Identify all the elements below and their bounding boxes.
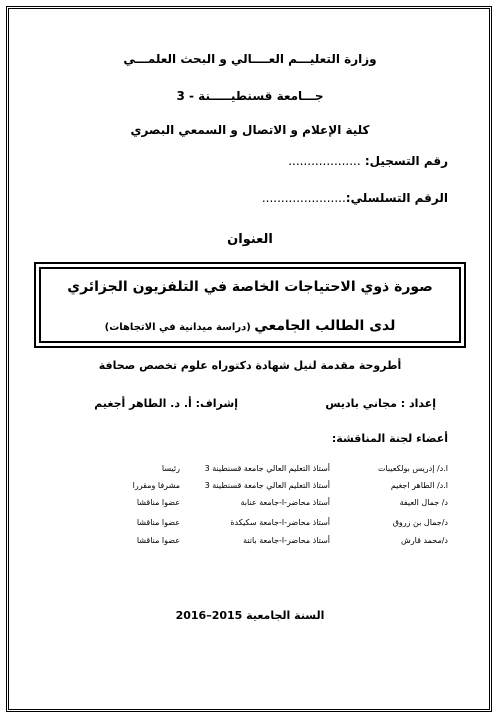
academic-year: السنة الجامعية 2015–2016: [175, 609, 325, 622]
registration-field: [288, 154, 448, 168]
committee-member: [0, 481, 500, 495]
member-role: مشرفا ومقررا: [132, 481, 180, 490]
registration-value: ...................: [288, 154, 361, 168]
member-name: ا.د/ إدريس بولكعيبات: [377, 464, 448, 473]
member-name: د/جمال بن زروق: [392, 518, 448, 527]
university-name: جـــامعة قسنطيـــــنة - 3: [176, 89, 324, 103]
committee-member: [0, 464, 500, 478]
member-role: عضوا مناقشا: [136, 536, 180, 545]
member-rank: أستاذ التعليم العالي جامعة قسنطينة 3: [204, 464, 330, 473]
member-role: عضوا مناقشا: [136, 498, 180, 507]
member-rank: أستاذ محاضر-ا-جامعة سكيكدة: [230, 518, 330, 527]
committee-member: [0, 498, 500, 512]
member-rank: أستاذ محاضر-ا-جامعة باتنة: [243, 536, 330, 545]
thesis-title-line2-sub: (دراسة ميدانية في الاتجاهات): [104, 322, 255, 333]
member-name: د/محمد قارش: [401, 536, 448, 545]
faculty-name: كلية الإعلام و الاتصال و السمعي البصري: [130, 123, 370, 137]
member-name: د/ جمال العيفة: [399, 498, 448, 507]
serial-value: ......................: [261, 191, 346, 205]
serial-label: الرقم التسلسلي:: [345, 191, 448, 205]
thesis-title-line2-main: لدى الطالب الجامعي: [254, 318, 396, 334]
thesis-description: أطروحة مقدمة لنيل شهادة دكتوراه علوم تخصص صحافة: [98, 359, 402, 372]
title-heading: العنوان: [227, 232, 273, 247]
member-rank: أستاذ محاضر-ا-جامعة عنابة: [240, 498, 330, 507]
serial-field: [262, 191, 448, 205]
member-rank: أستاذ التعليم العالي جامعة قسنطينة 3: [204, 481, 330, 490]
committee-title: أعضاء لجنة المناقشة:: [331, 432, 448, 445]
member-role: عضوا مناقشا: [136, 518, 180, 527]
member-name: ا.د/ الطاهر اجغيم: [390, 481, 448, 490]
prepared-by: إعداد : مجاني باديس: [325, 397, 436, 410]
ministry-name: وزارة التعليـــم العــــالي و البحث العلمـــي: [123, 52, 377, 66]
committee-member: [0, 536, 500, 550]
registration-label: رقم التسجيل:: [364, 154, 448, 168]
thesis-title-line2: [36, 315, 464, 334]
thesis-title-line1: صورة ذوي الاحتياجات الخاصة في التلفزيون الجزائري: [67, 279, 433, 295]
committee-member: [0, 518, 500, 532]
member-role: رئيسا: [161, 464, 180, 473]
supervised-by: إشراف: أ. د. الطاهر أجغيم: [94, 397, 238, 410]
title-box: [34, 262, 466, 348]
